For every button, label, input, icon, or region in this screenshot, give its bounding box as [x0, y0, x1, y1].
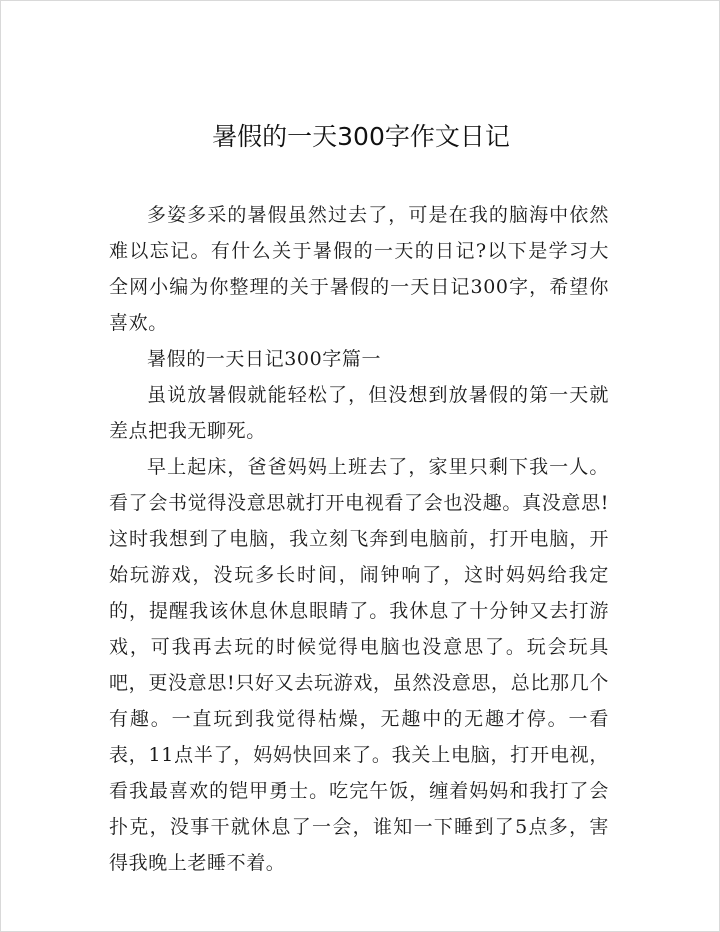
body-paragraph: 虽说放暑假就能轻松了，但没想到放暑假的第一天就差点把我无聊死。: [109, 384, 609, 442]
document-body: [109, 197, 609, 881]
section-heading: 暑假的一天日记300字篇一: [147, 348, 382, 370]
body-paragraph: 早上起床，爸爸妈妈上班去了，家里只剩下我一人。看了会书觉得没意思就打开电视看了会也没趣。真没意思!这时我想到了电脑，我立刻飞奔到电脑前，打开电脑，开始玩游戏，没玩多长时间，闹钟响了，这时妈妈给我定的，提醒我该休息休息眼睛了。我休息了十分钟又去打游戏，可我再去玩的时候觉得电脑也没意思了。玩会玩具吧，更没意思!只好又去玩游戏，虽然没意思，总比那几个有趣。一直玩到我觉得枯燥，无趣中的无趣才停。一看表，11点半了，妈妈快回来了。我关上电脑，打开电视，看我最喜欢的铠甲勇士。吃完午饭，缠着妈妈和我打了会扑克，没事干就休息了一会，谁知一下睡到了5点多，害得我晚上老睡不着。: [109, 456, 609, 874]
document-title: 暑假的一天300字作文日记: [212, 122, 510, 151]
intro-paragraph: 多姿多采的暑假虽然过去了，可是在我的脑海中依然难以忘记。有什么关于暑假的一天的日记?以下是学习大全网小编为你整理的关于暑假的一天日记300字，希望你喜欢。: [109, 204, 609, 334]
